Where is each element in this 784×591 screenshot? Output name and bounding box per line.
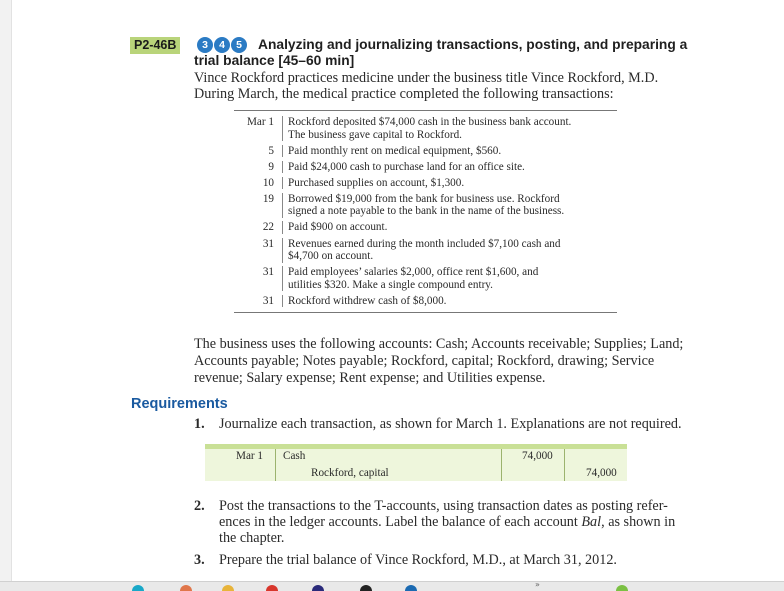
requirement-fragment: , as shown in [601, 514, 676, 530]
transaction-row [234, 116, 617, 141]
problem-id-badge: P2-46B [130, 37, 180, 54]
taskbar-app-icon[interactable] [616, 585, 628, 591]
transaction-description [282, 193, 612, 218]
transaction-row [234, 193, 617, 218]
requirement-text: Prepare the trial balance of Vince Rockford, M.D., at March 31, 2012. [219, 552, 617, 568]
transaction-line: Paid employees’ salaries $2,000, office rent $1,600, and [288, 266, 539, 279]
transaction-date: 22 [262, 221, 274, 234]
taskbar [0, 581, 784, 591]
transaction-row [234, 161, 617, 174]
requirement-line: Post the transactions to the T-accounts, using transaction dates as posting refer- [219, 498, 668, 514]
objective-4-icon: 4 [214, 37, 230, 53]
requirements-heading: Requirements [131, 396, 228, 412]
transaction-date: 31 [262, 237, 274, 250]
taskbar-app-icon[interactable] [266, 585, 278, 591]
problem-title-line2: trial balance [45–60 min] [194, 53, 355, 68]
intro-paragraph [194, 70, 714, 102]
transaction-line: $4,700 on account. [288, 250, 374, 263]
journal-entry-example [205, 444, 627, 481]
journal-divider [275, 449, 276, 481]
intro-line: Vince Rockford practices medicine under the business title Vince Rockford, M.D. [194, 70, 659, 86]
requirement-2 [194, 498, 714, 546]
journal-divider [564, 449, 565, 481]
taskbar-app-icon[interactable] [312, 585, 324, 591]
problem-title-line1: Analyzing and journalizing transactions, posting, and preparing a [258, 37, 688, 52]
transaction-date: 31 [262, 294, 274, 307]
transaction-date: 31 [262, 266, 274, 279]
requirement-line [219, 514, 714, 530]
transaction-row [234, 266, 617, 291]
page-left-edge [0, 0, 12, 591]
transaction-line: Borrowed $19,000 from the bank for business use. Rockford [288, 192, 560, 205]
transaction-line: The business gave capital to Rockford. [288, 128, 462, 141]
transaction-line: Paid $24,000 cash to purchase land for an office site. [288, 160, 525, 173]
objective-5-icon: 5 [231, 37, 247, 53]
journal-credit-amount: 74,000 [586, 467, 617, 479]
transaction-line: utilities $320. Make a single compound entry. [288, 278, 493, 291]
taskbar-app-icon[interactable] [132, 585, 144, 591]
accounts-line: The business uses the following accounts: Cash; Accounts receivable; Supplies; Land; [194, 336, 684, 352]
journal-credit-account: Rockford, capital [311, 467, 389, 479]
requirement-3 [194, 552, 714, 568]
transaction-description [282, 266, 612, 291]
accounts-paragraph [194, 336, 714, 387]
transaction-row [234, 295, 617, 308]
transaction-row [234, 238, 617, 263]
accounts-line: revenue; Salary expense; Rent expense; and Utilities expense. [194, 370, 546, 386]
transaction-line: Paid monthly rent on medical equipment, $560. [288, 144, 502, 157]
journal-debit-amount: 74,000 [522, 450, 553, 462]
transaction-line: Revenues earned during the month included $7,100 cash and [288, 237, 561, 250]
transaction-date: 19 [262, 192, 274, 205]
taskbar-app-icon[interactable] [360, 585, 372, 591]
objective-3-icon: 3 [197, 37, 213, 53]
transaction-description [282, 238, 612, 263]
transaction-date: Mar 1 [246, 116, 274, 128]
journal-debit-account: Cash [283, 450, 306, 462]
transaction-row [234, 145, 617, 158]
transaction-line: Rockford deposited $74,000 cash in the business bank account. [288, 116, 572, 128]
taskbar-app-icon[interactable] [222, 585, 234, 591]
transactions-table [234, 110, 617, 313]
taskbar-app-icon[interactable] [180, 585, 192, 591]
requirement-text: Journalize each transaction, as shown for March 1. Explanations are not required. [219, 416, 682, 432]
requirement-text [219, 498, 714, 546]
transaction-description [282, 116, 612, 141]
journal-date: Mar 1 [236, 450, 264, 462]
transaction-line: Purchased supplies on account, $1,300. [288, 176, 465, 189]
requirement-1 [194, 416, 714, 432]
transaction-description [282, 145, 612, 158]
requirement-line: the chapter. [219, 530, 285, 546]
transaction-description [282, 177, 612, 190]
requirement-number: 3. [194, 552, 205, 568]
transaction-description [282, 221, 612, 234]
learning-objective-icons [197, 37, 247, 53]
intro-line: During March, the medical practice completed the following transactions: [194, 86, 614, 102]
accounts-line: Accounts payable; Notes payable; Rockford, capital; Rockford, drawing; Service [194, 353, 655, 369]
requirement-fragment: ences in the ledger accounts. Label the balance of each account [219, 514, 582, 530]
taskbar-app-icon[interactable] [405, 585, 417, 591]
requirement-number: 2. [194, 498, 205, 514]
requirement-number: 1. [194, 416, 205, 432]
transaction-description [282, 161, 612, 174]
bal-label: Bal [581, 514, 602, 530]
transaction-line: signed a note payable to the bank in the name of the business. [288, 205, 565, 218]
transaction-line: Paid $900 on account. [288, 221, 388, 234]
journal-divider [501, 449, 502, 481]
transaction-description [282, 295, 612, 308]
transaction-row [234, 177, 617, 190]
transaction-row [234, 221, 617, 234]
chevron-right-icon[interactable]: » [535, 580, 540, 589]
transaction-line: Rockford withdrew cash of $8,000. [288, 294, 447, 307]
transaction-date: 9 [268, 160, 274, 173]
transaction-date: 10 [262, 176, 274, 189]
transaction-date: 5 [268, 144, 274, 157]
